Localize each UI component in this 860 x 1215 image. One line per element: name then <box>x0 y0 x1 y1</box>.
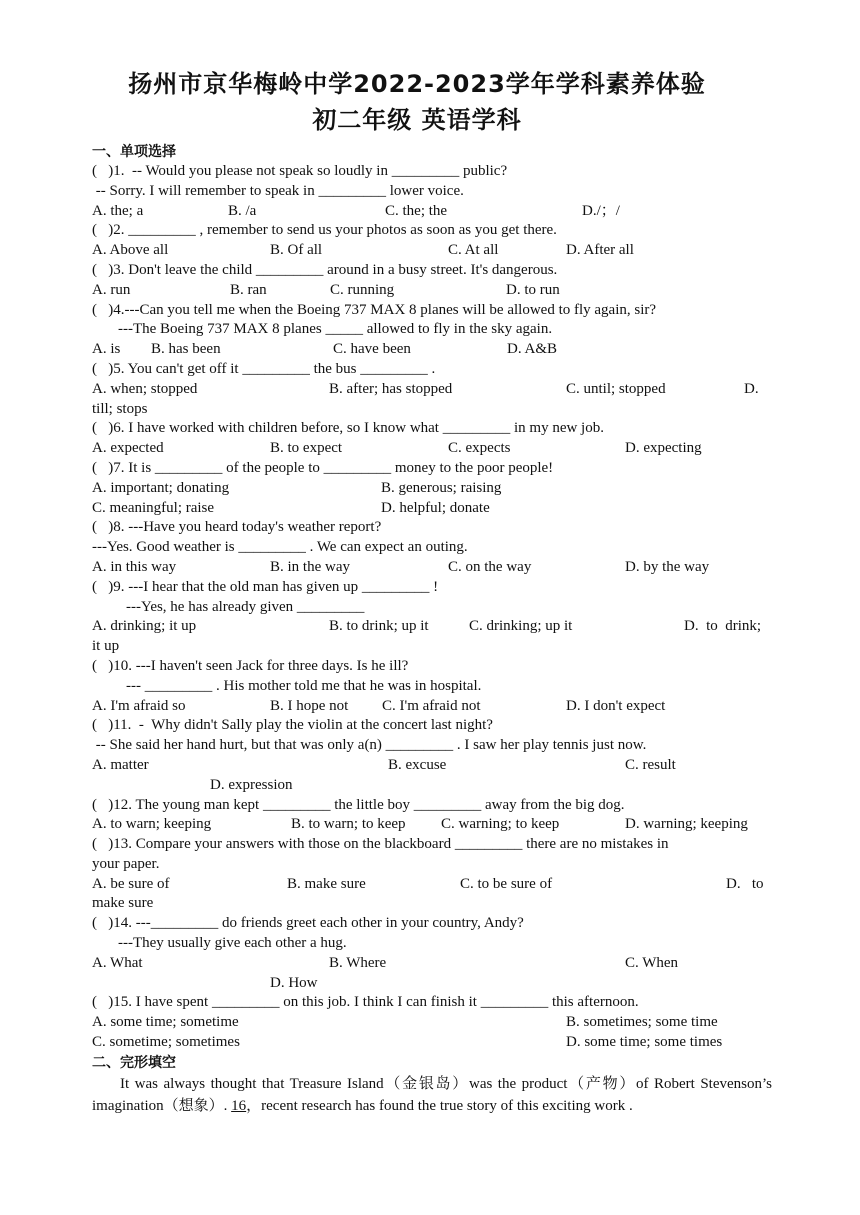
option-b: B. /a <box>228 202 257 219</box>
option-d: D. to run <box>506 281 560 298</box>
option-b: B. to drink; up it <box>329 618 429 635</box>
option-a: A. I'm afraid so <box>92 697 186 714</box>
option-c: C. have been <box>333 341 411 358</box>
option-d-continued: make sure <box>92 895 154 912</box>
exam-subtitle: 初二年级 英语学科 <box>312 106 522 134</box>
options-row <box>92 202 772 222</box>
option-a: A. when; stopped <box>92 380 198 397</box>
question-stem: ( )8. ---Have you heard today's weather report? <box>92 519 382 536</box>
passage-text: It was always thought that Treasure Island（金银岛）was the product（产物）of Robert Stevenson’s imagination（想象）. <box>92 1075 772 1114</box>
options-row <box>92 558 772 578</box>
question-stem-continued: your paper. <box>92 855 160 872</box>
option-d-continued: till; stops <box>92 400 148 417</box>
option-a: A. in this way <box>92 558 177 575</box>
question-stem: ( )13. Compare your answers with those on the blackboard _________ there are no mistakes in <box>92 836 669 853</box>
option-a: A. What <box>92 954 143 971</box>
section-heading-single-choice: 一、单项选择 <box>92 144 176 160</box>
options-row <box>92 1013 772 1033</box>
question-stem-continued: ---They usually give each other a hug. <box>118 935 347 952</box>
option-c: C. result <box>625 756 676 773</box>
option-d: D. How <box>270 974 318 991</box>
question-stem: ( )4.---Can you tell me when the Boeing 737 MAX 8 planes will be allowed to fly again, sir? <box>92 301 657 318</box>
question-stem-continued: -- Sorry. I will remember to speak in _________ lower voice. <box>92 182 464 199</box>
question-stem: ( )7. It is _________ of the people to _________ money to the poor people! <box>92 459 554 476</box>
option-d-continued: it up <box>92 638 120 655</box>
option-b: B. generous; raising <box>381 479 502 496</box>
question-stem: ( )5. You can't get off it _________ the bus _________ . <box>92 360 436 377</box>
option-c: C. expects <box>448 440 511 457</box>
passage-text-continued: ，recent research has found the true story of this exciting work . <box>246 1097 633 1114</box>
option-d: D. warning; keeping <box>625 816 748 833</box>
option-d: D./；/ <box>582 202 620 219</box>
option-d: D. After all <box>566 242 634 259</box>
option-b: B. Of all <box>270 242 323 259</box>
option-c: C. to be sure of <box>460 875 553 892</box>
option-c: C. drinking; up it <box>469 618 573 635</box>
option-c: C. I'm afraid not <box>382 697 481 714</box>
option-d: D. I don't expect <box>566 697 666 714</box>
option-b: B. in the way <box>270 558 350 575</box>
option-b: B. ran <box>230 281 267 298</box>
cloze-passage <box>92 1073 772 1117</box>
option-c: C. At all <box>448 242 499 259</box>
question-stem: ( )11. - Why didn't Sally play the violin at the concert last night? <box>92 717 493 734</box>
option-d: D. some time; some times <box>566 1034 723 1051</box>
question-stem: ( )9. ---I hear that the old man has given up _________ ! <box>92 578 439 595</box>
option-b: B. to expect <box>270 440 343 457</box>
option-c: C. on the way <box>448 558 532 575</box>
options-row <box>92 281 772 301</box>
option-a: A. the; a <box>92 202 144 219</box>
option-b: B. make sure <box>287 875 366 892</box>
options-row <box>92 875 772 895</box>
options-row <box>92 815 772 835</box>
option-a: A. to warn; keeping <box>92 816 212 833</box>
option-a: A. expected <box>92 440 164 457</box>
question-stem-continued: ---The Boeing 737 MAX 8 planes _____ allowed to fly in the sky again. <box>118 321 553 338</box>
question-stem-continued: ---Yes, he has already given _________ <box>126 598 365 615</box>
question-stem: ( )10. ---I haven't seen Jack for three days. Is he ill? <box>92 657 409 674</box>
exam-title: 扬州市京华梅岭中学2022-2023学年学科素养体验 <box>128 70 706 98</box>
option-a: A. run <box>92 281 131 298</box>
option-d: D. to <box>726 875 764 892</box>
options-row <box>92 380 772 400</box>
option-d: D. helpful; donate <box>381 499 490 516</box>
option-c: C. until; stopped <box>566 380 666 397</box>
question-stem: ( )14. ---_________ do friends greet each other in your country, Andy? <box>92 915 524 932</box>
options-row <box>92 241 772 261</box>
option-d: D. <box>744 380 759 397</box>
option-b: B. Where <box>329 954 387 971</box>
option-a: A. some time; sometime <box>92 1014 239 1031</box>
options-row <box>92 954 772 974</box>
option-a: A. important; donating <box>92 479 230 496</box>
option-d: D. expression <box>210 776 293 793</box>
options-row <box>92 340 772 360</box>
options-row <box>92 974 772 994</box>
option-b: B. after; has stopped <box>329 380 453 397</box>
question-stem: ( )6. I have worked with children before, so I know what _________ in my new job. <box>92 420 604 437</box>
options-row <box>92 697 772 717</box>
option-a: A. matter <box>92 756 149 773</box>
option-a: A. Above all <box>92 242 169 259</box>
option-d: D. expecting <box>625 440 702 457</box>
option-a: A. be sure of <box>92 875 170 892</box>
options-row <box>92 617 772 637</box>
question-stem: ( )12. The young man kept _________ the little boy _________ away from the big dog. <box>92 796 625 813</box>
options-row <box>92 479 772 499</box>
option-c: C. warning; to keep <box>441 816 560 833</box>
question-stem-continued: --- _________ . His mother told me that he was in hospital. <box>126 677 482 694</box>
options-row <box>92 756 772 776</box>
option-d: D. to drink; <box>684 618 762 635</box>
option-c: C. the; the <box>385 202 448 219</box>
question-stem: ( )1. -- Would you please not speak so loudly in _________ public? <box>92 163 508 179</box>
option-b: B. has been <box>151 341 221 358</box>
option-b: B. sometimes; some time <box>566 1014 718 1031</box>
option-c: C. running <box>330 281 395 298</box>
options-row <box>92 1033 772 1053</box>
question-stem-continued: ---Yes. Good weather is _________ . We can expect an outing. <box>92 539 468 556</box>
option-c: C. sometime; sometimes <box>92 1034 240 1051</box>
question-stem: ( )3. Don't leave the child _________ around in a busy street. It's dangerous. <box>92 261 558 278</box>
option-a: A. drinking; it up <box>92 618 197 635</box>
option-b: B. excuse <box>388 756 447 773</box>
option-c: C. meaningful; raise <box>92 499 215 516</box>
option-b: B. to warn; to keep <box>291 816 406 833</box>
option-d: D. by the way <box>625 558 710 575</box>
option-d: D. A&B <box>507 341 558 358</box>
section-heading-cloze: 二、完形填空 <box>92 1054 176 1071</box>
exam-page <box>92 66 772 1117</box>
blank-number: 16 <box>231 1097 247 1114</box>
question-stem: ( )2. _________ , remember to send us your photos as soon as you get there. <box>92 222 557 239</box>
options-row <box>92 499 772 519</box>
option-b: B. I hope not <box>270 697 349 714</box>
option-c: C. When <box>625 954 679 971</box>
question-stem-continued: -- She said her hand hurt, but that was only a(n) _________ . I saw her play tennis just now. <box>92 737 647 754</box>
question-stem: ( )15. I have spent _________ on this job. I think I can finish it _________ this afternoon. <box>92 994 639 1011</box>
option-a: A. is <box>92 341 121 358</box>
options-row <box>92 439 772 459</box>
options-row <box>92 776 772 796</box>
